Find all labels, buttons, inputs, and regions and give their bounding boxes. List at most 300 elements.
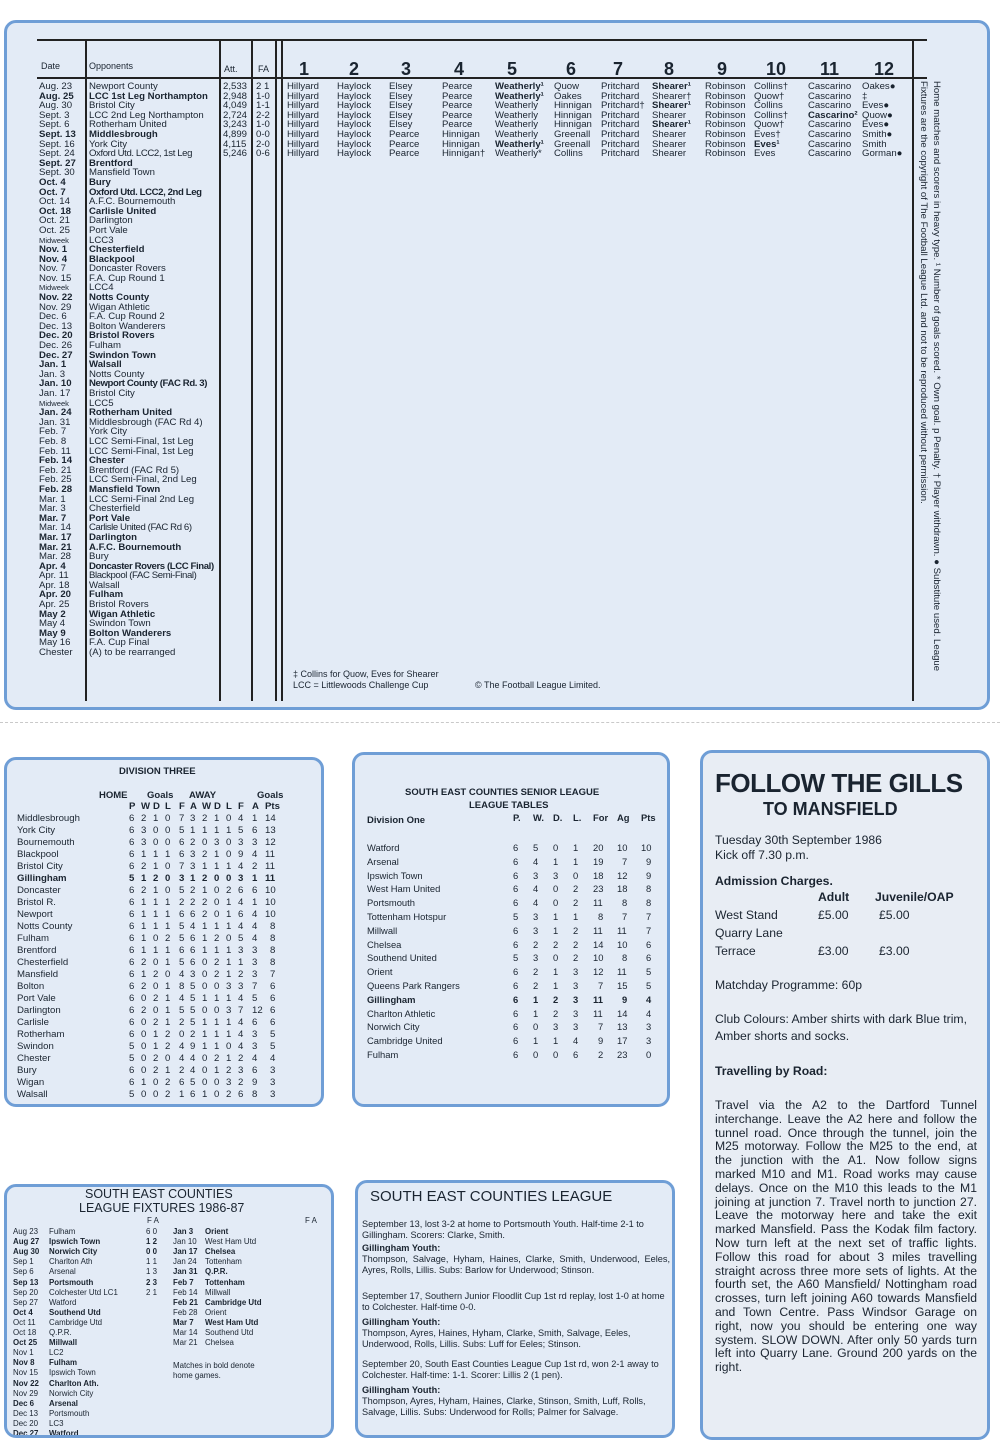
stat-cell: 0 — [214, 1089, 220, 1100]
player-name: Oakes● — [862, 81, 896, 92]
fixture-attendance — [223, 264, 247, 274]
stat-cell: 2 — [202, 813, 208, 824]
fixture-opponent: Fulham — [49, 1358, 78, 1368]
stat-cell: 6 — [129, 981, 135, 992]
stat-cell: 15 — [617, 980, 628, 991]
stat-cell: 6 — [129, 945, 135, 956]
column-header: D — [214, 801, 221, 812]
fixture-opponent: Doncaster Rovers — [89, 263, 166, 275]
stat-cell: 11 — [265, 861, 275, 872]
fixture-attendance: 2,948 — [223, 90, 248, 102]
team-name: York City — [17, 825, 56, 836]
stat-cell: 4 — [238, 897, 244, 908]
stat-cell: 0 — [141, 1065, 147, 1076]
table-row — [17, 825, 322, 837]
stat-cell: 12 — [252, 1005, 263, 1016]
player-name: Elsey — [389, 109, 413, 121]
terrace-adult-price: £3.00 — [818, 944, 849, 958]
stat-cell: 6 — [513, 1049, 519, 1060]
stat-cell: 6 — [129, 993, 135, 1004]
fixture-opponent: Southend Utd — [205, 1328, 254, 1337]
table-row — [17, 1089, 322, 1101]
column-headers — [17, 801, 322, 813]
player-number-header: 6 — [566, 59, 577, 79]
fixture-date: Dec. 13 — [39, 320, 73, 332]
stat-cell: 5 — [646, 966, 652, 978]
away-label: AWAY — [189, 790, 217, 801]
stat-cell: 1 — [533, 1035, 539, 1047]
player-name: Hinnigan — [554, 109, 592, 121]
player-name: Robinson — [705, 138, 746, 150]
fixture-score — [256, 331, 270, 341]
fixture-score — [256, 399, 270, 409]
fixture-attendance: 4,049 — [223, 100, 248, 112]
fixture-date: Dec. 6 — [39, 311, 67, 323]
player-name: Collins — [754, 100, 783, 112]
player-name: Shearer — [652, 148, 687, 160]
stat-cell: 6 — [179, 1077, 185, 1088]
fixture-date: Apr. 20 — [39, 589, 71, 601]
fixture-opponent: Tottenham — [205, 1257, 242, 1267]
stat-cell: 3 — [270, 1065, 276, 1076]
player-name: Hinnigan — [442, 138, 480, 150]
stat-cell: 1 — [141, 1077, 147, 1088]
fold-divider — [0, 722, 1000, 729]
stat-cell: 6 — [252, 885, 258, 896]
stat-cell: 6 — [513, 1035, 519, 1047]
fixture-date: Sept. 3 — [39, 109, 70, 121]
team-name: Gillingham — [367, 993, 416, 1005]
fixture-attendance — [223, 303, 247, 313]
player-column — [337, 82, 371, 159]
fixture-score — [256, 447, 270, 457]
team-name: Orient — [367, 966, 393, 978]
player-name: Shearer — [652, 128, 687, 140]
fixture-date: Sept. 16 — [39, 138, 75, 150]
column-header: W — [141, 801, 151, 812]
stat-cell: 1 — [165, 1017, 171, 1028]
stat-cell: 4 — [533, 897, 539, 909]
fixture-score: 0-0 — [256, 128, 270, 140]
stat-cell: 3 — [252, 1029, 258, 1040]
fixture-opponent: Bury — [89, 551, 109, 563]
column-header: F — [179, 801, 185, 812]
fixture-score — [256, 466, 270, 476]
stat-cell: 0 — [226, 849, 232, 860]
stat-cell: 1 — [214, 1017, 220, 1028]
stat-cell: 4 — [252, 909, 258, 920]
fixture-date: Jan 17 — [173, 1247, 198, 1257]
fixture-opponent: LCC Semi-Final, 1st Leg — [89, 435, 194, 447]
team-name: Port Vale — [17, 993, 56, 1004]
att-header: Att. — [224, 64, 238, 74]
table-row — [17, 981, 322, 993]
fixture-opponent: LCC4 — [89, 282, 114, 294]
fixture-attendance — [223, 341, 247, 351]
stat-cell: 0 — [165, 837, 171, 848]
stat-cell: 1 — [214, 861, 220, 872]
fixture-attendance — [223, 312, 247, 322]
player-name: Collins — [554, 148, 583, 160]
fixture-attendance — [223, 447, 247, 457]
stat-cell: 0 — [214, 981, 220, 992]
stat-cell: 4 — [646, 993, 652, 1005]
stat-cell: 2 — [153, 1053, 159, 1064]
juvenile-label: Juvenile/OAP — [875, 890, 954, 904]
player-name: Collins† — [754, 109, 789, 121]
player-number-header: 2 — [349, 59, 360, 79]
table-row — [17, 1005, 322, 1017]
fixture-attendance — [223, 197, 247, 207]
player-name: Robinson — [705, 81, 746, 92]
fixture-opponent: Bristol Rovers — [89, 330, 155, 342]
stat-cell: 0 — [202, 1065, 208, 1076]
stat-cell: 6 — [129, 1029, 135, 1040]
player-number-header: 11 — [820, 59, 840, 79]
table-row — [17, 1065, 322, 1077]
stat-cell: 8 — [646, 883, 652, 895]
stat-cell: 5 — [270, 1029, 276, 1040]
stat-cell: 2 — [238, 1053, 244, 1064]
stat-cell: 1 — [141, 933, 147, 944]
stat-cell: 2 — [141, 957, 147, 968]
stat-cell: 6 — [238, 1089, 244, 1100]
fixture-opponent: Fulham — [89, 589, 124, 601]
fixture-date: Sept. 13 — [39, 128, 76, 140]
fixture-opponent: Norwich City — [49, 1388, 94, 1398]
stat-cell: 2 — [238, 1077, 244, 1088]
stat-cell: 1 — [165, 849, 171, 860]
player-name: Cascarino — [808, 100, 852, 112]
fixture-score — [256, 475, 270, 485]
stat-cell: 0 — [165, 885, 171, 896]
score-column — [256, 82, 270, 658]
stat-cell: 6 — [129, 861, 135, 872]
stat-cell: 1 — [226, 1017, 232, 1028]
table-row — [17, 1017, 322, 1029]
stat-cell: 12 — [617, 869, 628, 881]
column-header: W — [202, 801, 212, 812]
stat-cell: 4 — [646, 1007, 652, 1019]
fixture-opponent: Port Vale — [89, 224, 128, 236]
player-name: Haylock — [337, 81, 372, 92]
fixture-attendance: 5,246 — [223, 148, 248, 160]
fixture-score — [256, 629, 270, 639]
programme-price: Matchday Programme: 60p — [715, 978, 862, 992]
stat-cell: 1 — [226, 957, 232, 968]
stat-cell: 5 — [179, 921, 185, 932]
player-name: Pritchard — [601, 128, 640, 140]
fixture-opponent: Cambridge Utd — [205, 1297, 262, 1307]
fixture-score — [256, 485, 270, 495]
secl-results-panel — [355, 1180, 675, 1438]
fixture-attendance — [223, 495, 247, 505]
date-header: Date — [41, 61, 61, 71]
table-row — [17, 969, 322, 981]
stat-cell: 4 — [238, 861, 244, 872]
stat-cell: 6 — [252, 825, 258, 836]
fixture-score — [256, 590, 270, 600]
fixture-score — [256, 168, 270, 178]
table-row — [367, 1007, 667, 1021]
stat-cell: 1 — [202, 861, 208, 872]
stat-cell: 6 — [190, 945, 196, 956]
stat-cell: 3 — [190, 813, 196, 824]
fixture-date: Mar 14 — [173, 1328, 198, 1337]
player-column — [554, 82, 592, 159]
stat-cell: 1 — [165, 897, 171, 908]
fixture-date: Nov 1 — [13, 1348, 34, 1358]
stat-cell: 9 — [622, 993, 628, 1005]
stat-cell: 2 — [214, 957, 220, 968]
fixture-score: 1-0 — [256, 90, 270, 102]
fixture-date: Nov. 22 — [39, 292, 73, 304]
fixture-attendance — [223, 236, 247, 246]
table-row — [17, 897, 322, 909]
player-name: Hillyard — [287, 90, 319, 102]
table-row — [17, 1077, 322, 1089]
stat-cell: 1 — [153, 897, 159, 908]
stat-cell: 4 — [179, 969, 185, 980]
stat-cell: 6 — [513, 938, 519, 950]
opponents-column — [89, 82, 214, 658]
stat-cell: 2 — [214, 1053, 220, 1064]
fixture-date: Sept. 27 — [39, 157, 76, 169]
player-name: Weatherly — [495, 109, 539, 121]
player-name: Pritchard — [601, 148, 640, 160]
fixture-attendance — [223, 533, 247, 543]
stat-cell: 1 — [226, 897, 232, 908]
fixture-date: Aug 30 — [13, 1247, 40, 1257]
stat-cell: 8 — [270, 957, 276, 968]
stat-cell: 3 — [573, 1007, 579, 1019]
player-name: Pearce — [389, 138, 420, 150]
stat-cell: 5 — [513, 911, 519, 922]
player-name: Robinson — [705, 128, 746, 140]
stat-cell: 8 — [252, 1089, 258, 1100]
fixture-score — [256, 255, 270, 265]
player-name: Elsey — [389, 90, 413, 102]
stat-cell: 3 — [553, 1021, 559, 1033]
stat-cell: 0 — [214, 897, 220, 908]
fixture-opponent: LC2 — [49, 1348, 64, 1358]
player-name: Elsey — [389, 119, 413, 131]
fixture-date: Jan 3 — [173, 1227, 194, 1236]
player-name: Pritchard — [601, 90, 640, 102]
fixture-opponent: Charlton Ath. — [49, 1378, 99, 1388]
fixture-score — [256, 379, 270, 389]
team-name: Watford — [367, 842, 400, 853]
stat-cell: 6 — [238, 885, 244, 896]
stat-cell: 3 — [252, 945, 258, 956]
player-name: Pritchard — [601, 81, 640, 92]
stat-cell: 0 — [153, 825, 159, 836]
player-name: Shearer — [652, 138, 687, 150]
fixture-attendance — [223, 619, 247, 629]
stat-cell: 3 — [238, 981, 244, 992]
stat-cell: 2 — [214, 933, 220, 944]
fixture-opponent: Rotherham United — [89, 119, 167, 131]
fixture-date: Feb 28 — [173, 1307, 198, 1317]
player-name: Hillyard — [287, 138, 319, 150]
stat-cell: 6 — [513, 855, 519, 867]
table-row — [367, 841, 667, 855]
column-header: L — [165, 801, 171, 812]
stat-cell: 0 — [165, 813, 171, 824]
fixture-attendance — [223, 581, 247, 591]
player-name: Haylock — [337, 109, 372, 121]
stat-cell: 6 — [129, 813, 135, 824]
fixture-opponent: Chelsea — [205, 1247, 236, 1257]
stat-cell: 8 — [622, 897, 628, 909]
stat-cell: 1 — [165, 1005, 171, 1016]
adult-label: Adult — [818, 890, 850, 904]
stat-cell: 2 — [190, 885, 196, 896]
team-name: Doncaster — [17, 885, 61, 896]
stat-cell: 2 — [598, 1049, 604, 1060]
stat-cell: 3 — [190, 849, 196, 860]
stat-cell: 5 — [179, 825, 185, 836]
fixture-opponent: Rotherham United — [89, 407, 173, 419]
stat-cell: 0 — [141, 1017, 147, 1028]
team-name: Bristol R. — [17, 897, 56, 908]
fixture-date: Apr. 18 — [39, 579, 70, 591]
stat-cell: 5 — [179, 957, 185, 968]
stat-cell: 1 — [226, 825, 232, 836]
fixture-attendance — [223, 543, 247, 553]
stat-cell: 12 — [265, 837, 276, 848]
gills-title: FOLLOW THE GILLS — [715, 768, 963, 798]
fixture-score: 2-0 — [256, 138, 270, 150]
fixture-date: Feb. 7 — [39, 426, 67, 438]
stat-cell: 2 — [141, 813, 147, 824]
player-column — [442, 82, 485, 159]
stat-cell: 1 — [214, 945, 220, 956]
fixture-date: Apr. 4 — [39, 560, 66, 572]
column-header: W. — [533, 812, 544, 823]
stat-cell: 0 — [153, 1005, 159, 1016]
terrace-juvenile-price: £3.00 — [879, 944, 910, 958]
stat-cell: 0 — [153, 981, 159, 992]
stat-cell: 9 — [252, 1077, 258, 1088]
fixture-score — [256, 236, 270, 246]
stat-cell: 0 — [141, 1089, 147, 1100]
stat-cell: 1 — [165, 981, 171, 992]
fixture-date: Sept. 6 — [39, 119, 70, 131]
stat-cell: 3 — [238, 837, 244, 848]
player-name: Shearer¹ — [652, 81, 691, 92]
stat-cell: 0 — [202, 981, 208, 992]
stat-cell: 3 — [252, 969, 258, 980]
stat-cell: 3 — [141, 837, 147, 848]
player-name: Shearer¹ — [652, 100, 691, 112]
team-list-2: Thompson, Ayres, Haines, Hyham, Clarke, Smith, Salvage, Eeles, Underwood, Rolls, Lillis. Subs: Luff for Eeles; Stinson. — [362, 1328, 631, 1349]
stat-cell: 1 — [214, 825, 220, 836]
stat-cell: 3 — [190, 969, 196, 980]
stat-cell: 5 — [129, 1089, 135, 1100]
table-row — [17, 993, 322, 1005]
stat-cell: 1 — [226, 921, 232, 932]
fixture-date: Nov. 15 — [39, 272, 72, 284]
stat-cell: 1 — [165, 945, 171, 956]
team-name: Millwall — [367, 924, 398, 936]
team-name: Darlington — [17, 1005, 61, 1016]
stat-cell: 4 — [179, 993, 185, 1004]
fixture-score: 6 0 — [146, 1227, 157, 1236]
stat-cell: 6 — [238, 909, 244, 920]
stat-cell: 1 — [553, 966, 559, 978]
team-name: Ipswich Town — [367, 869, 423, 881]
fixture-attendance — [223, 245, 247, 255]
stat-cell: 13 — [265, 825, 276, 836]
player-name: Eves● — [862, 100, 890, 112]
team-name: Queens Park Rangers — [367, 980, 460, 991]
stat-cell: 7 — [270, 969, 276, 980]
stat-cell: 11 — [265, 873, 276, 884]
fixture-date: Aug 27 — [13, 1237, 40, 1247]
stat-cell: 1 — [202, 945, 208, 956]
player-name: Hillyard — [287, 100, 319, 112]
fixture-date: Mar. 21 — [39, 541, 72, 553]
stat-cell: 3 — [252, 957, 258, 968]
fixture-opponent: Newport County (FAC Rd. 3) — [89, 378, 208, 390]
stat-cell: 8 — [622, 952, 628, 964]
player-name: Weatherly — [495, 128, 539, 140]
goals-label-away: Goals — [257, 790, 284, 801]
grid-divider — [281, 39, 283, 701]
fixture-attendance — [223, 590, 247, 600]
player-number-header: 12 — [874, 59, 895, 79]
stat-cell: 6 — [129, 1065, 135, 1076]
column-header: F — [238, 801, 244, 812]
fixture-date: Aug. 25 — [39, 90, 74, 102]
fixture-date: Sept. 24 — [39, 148, 75, 160]
fixture-opponent: F.A. Cup Final — [89, 637, 150, 649]
fixture-attendance — [223, 562, 247, 572]
team-name: Brentford — [17, 945, 57, 956]
stat-cell: 0 — [214, 1005, 220, 1016]
fixture-date: Oct. 7 — [39, 186, 66, 198]
stat-cell: 0 — [153, 933, 159, 944]
stat-cell: 5 — [179, 1005, 185, 1016]
stat-cell: 1 — [165, 993, 171, 1004]
stat-cell: 0 — [226, 1041, 232, 1052]
fixture-attendance — [223, 322, 247, 332]
stat-cell: 1 — [238, 957, 244, 968]
fixture-date: Aug. 23 — [39, 81, 73, 92]
player-name: Pearce — [442, 100, 473, 112]
stat-cell: 3 — [226, 1077, 232, 1088]
secl-fixtures-panel — [4, 1184, 334, 1438]
table-row — [17, 1029, 322, 1041]
stat-cell: 0 — [165, 873, 171, 884]
stat-cell: 1 — [214, 993, 220, 1004]
stat-cell: 2 — [141, 885, 147, 896]
stat-cell: 5 — [129, 873, 135, 884]
stat-cell: 0 — [214, 909, 220, 920]
fixture-attendance — [223, 188, 247, 198]
fixture-opponent: York City — [89, 426, 128, 438]
table-row — [17, 1041, 322, 1053]
fixture-opponent: Millwall — [205, 1287, 231, 1297]
table-row — [17, 849, 322, 861]
stat-cell: 6 — [270, 1017, 276, 1028]
fixture-score: 2 3 — [146, 1277, 157, 1287]
stat-cell: 1 — [153, 1041, 159, 1052]
player-name: Quow — [554, 81, 580, 92]
attendance-column — [223, 82, 247, 658]
fixture-opponent: Portsmouth — [49, 1277, 94, 1287]
